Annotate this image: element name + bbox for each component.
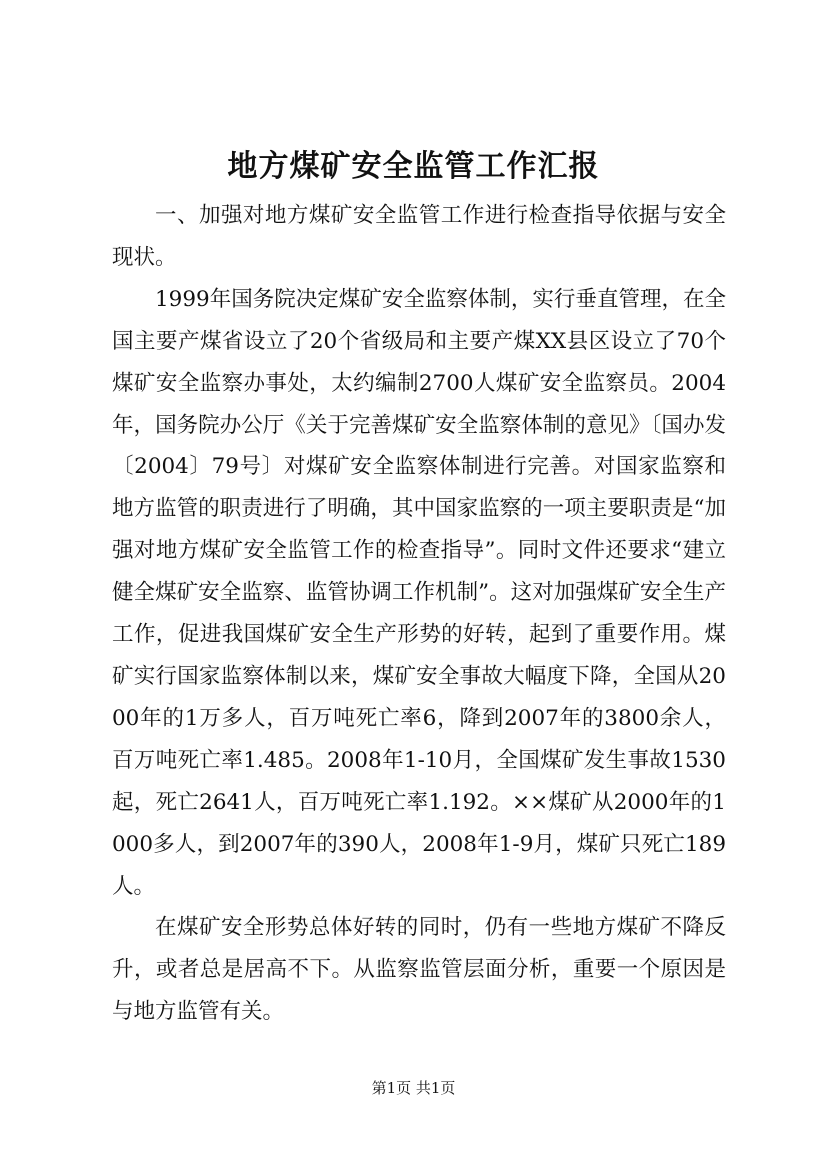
paragraph-analysis: 在煤矿安全形势总体好转的同时，仍有一些地方煤矿不降反升，或者总是居高不下。从监察监管层面分析，重要一个原因是与地方监管有关。 [112,915,726,1025]
paragraph-section-heading: 一、加强对地方煤矿安全监管工作进行检查指导依据与安全现状。 [112,203,726,270]
paragraph-history: 1999年国务院决定煤矿安全监察体制，实行垂直管理，在全国主要产煤省设立了20个省级局和主要产煤XX县区设立了70个煤矿安全监察办事处，太约编制2700人煤矿安全监察员。2004年，国务院办公厅《关于完善煤矿安全监察体制的意见》〔国办发〔2004〕79号〕对煤矿安全监察体制进行完善。对国家监察和地方监管的职责进行了明确，其中国家监察的一项主要职责是“加强对地方煤矿安全监管工作的检查指导”。同时文件还要求“建立健全煤矿安全监察、监管协调工作机制”。这对加强煤矿安全生产工作，促进我国煤矿安全生产形势的好转，起到了重要作用。煤矿实行国家监察体制以来，煤矿安全事故大幅度下降，全国从2000年的1万多人，百万吨死亡率6，降到2007年的3800余人，百万吨死亡率1.485。2008年1-10月，全国煤矿发生事故1530起，死亡2641人，百万吨死亡率1.192。××煤矿从2000年的1000多人，到2007年的390人，2008年1-9月，煤矿只死亡189人。 [112,286,726,899]
document-body [112,195,726,1033]
document-title: 地方煤矿安全监管工作汇报 [227,149,600,184]
page-footer: 第1页 共1页 [371,1079,456,1097]
